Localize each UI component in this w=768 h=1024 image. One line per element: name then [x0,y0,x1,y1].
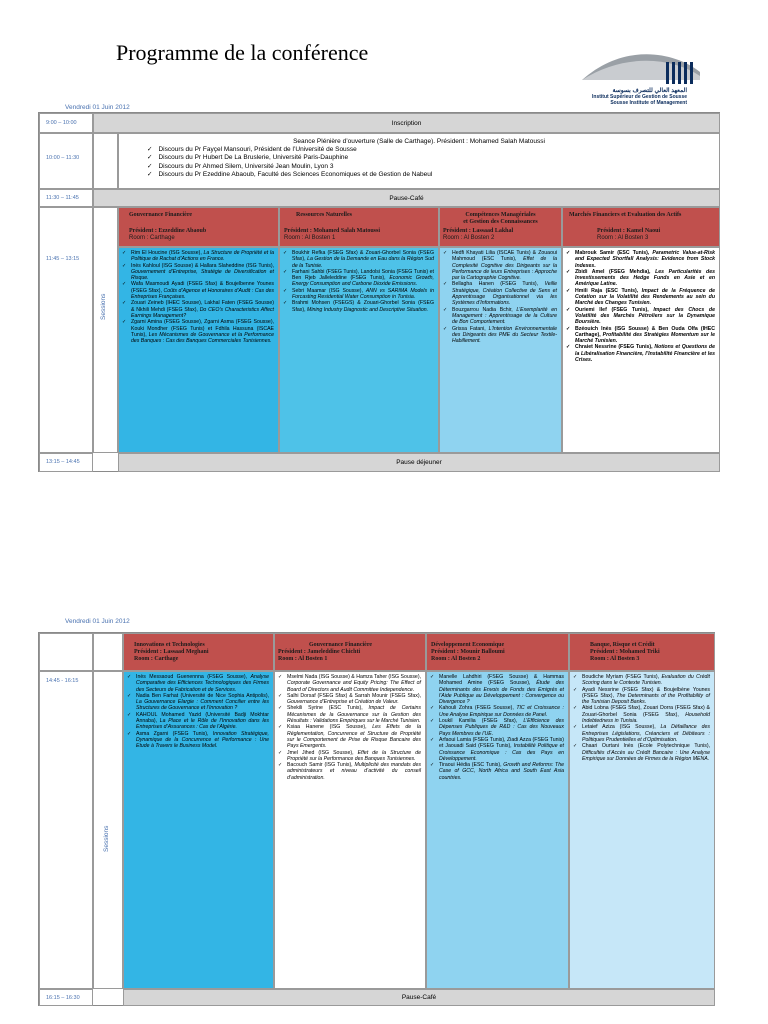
plenary-item: ✓ Discours du Pr Hubert De La Bruslerie, Université Paris-Dauphine [147,154,713,162]
track-title: Ressources Naturelles [296,212,352,218]
track-president: Président : Kamel Naoui [597,228,661,234]
track-title: Compétences Managériales [465,212,536,218]
paper-title: Les Particularités des Investissements des Hedge Funds en Asie et en Amérique Latine. [575,268,715,288]
time-cell [39,113,93,133]
paper-item [566,344,715,363]
paper-item [127,674,269,693]
paper-authors: Zouari Zeineb (IHEC Sousse), Lakhal Faten (FSEG Sousse) & Nkhili Mehdi (FSEG Sfax), [131,300,274,313]
track-papers [123,671,274,989]
paper-title: Impact de la Fréquence de Cotation sur la Volatilité des Rendements au sein du Marché des Changes Tunisien. [575,287,716,307]
time-label: 9:00 – 10:00 [46,120,77,126]
track-papers [569,671,715,989]
paper-authors: Salhi Dorsaf (FSEG Sfax) & Sarrah Mounir (FSEG Sfax), [287,692,421,699]
paper-title: Effet de la Structure de Propriété sur la Performance des Banques Tunisiennes. [287,749,421,762]
paper-item [573,687,710,706]
track-room: Room : Al Bosten 1 [278,656,328,662]
paper-title: Les Mécanismes de Gouvernance et la Performance des Banques : Cas des Banques Commerciales Tunisiennes. [131,331,274,345]
time-label: 10:00 – 11:30 [46,155,80,161]
day1-table [38,112,720,472]
paper-authors: Arfaoui Lamia (FSEG Tunis), Ziadi Azza (FSEG Tunis) et Jaouadi Said (FSEG Tunis), [439,736,564,750]
paper-title: Mining Industry Diagnostic and Descriptive Situation. [307,306,429,313]
paper-authors: Boukhir Refka (FSEG Sfax) & Zouari-Ghorbel Sonia (FSEG Sfax), [292,250,434,263]
paper-authors: Letaief Aziza (ISG Sousse), [582,724,661,731]
paper-item [443,281,557,306]
page-title: Programme de la conférence [116,40,369,65]
coffee-break-label: Pause-Café [401,994,437,1001]
logo-arabic: المعهد العالي للتصرف بسوسة [612,88,688,94]
paper-authors: Mabrouk Samir (ESC Tunis), [575,250,653,256]
track-president: Président : Lassaad Meghani [134,649,209,655]
paper-item [566,307,715,326]
paper-item [278,750,421,763]
track-header [118,207,279,247]
paper-title: Corporate Governance and Equity Pricing: The Effect of Board of Directors and Audit Committee Independence. [287,680,421,693]
paper-title: L’Intention Environnementale des Dirigeants des PME du Secteur Textile-Habillement. [452,325,557,345]
paper-item [443,250,557,281]
track-room: Room : Al Bosten 1 [284,235,336,241]
track-header [569,633,715,671]
paper-title: La Structure de Propriété et la Politique de Rachat d’Actions en France. [131,250,274,263]
paper-title: Parametric Value-at-Risk and Expected Shortfall Analysis: Evidence from Stock Indexes. [575,250,716,269]
paper-item [430,762,564,781]
track-room: Room : Carthage [134,656,179,662]
time-cell [39,453,93,472]
paper-title: Veille Stratégique, Création Collective de Sens et Apprentissage Organisationnel via les Systèmes d’Informations. [452,281,557,307]
paper-title: Profitabilité des Stratégies Momentum sur le Marché Tunisien. [575,331,715,345]
paper-authors: Bouzgarrou Nadia Bchir, [452,306,517,313]
paper-authors: Hmili Raja (ESC Tunis), [575,287,642,294]
logo-en: Sousse Institute of Management [610,100,688,106]
logo-fr: Institut Supérieur de Gestion de Sousse [592,94,688,100]
track-header [562,207,720,247]
paper-item [430,705,564,718]
track-header [279,207,439,247]
track-president: Président : Jameleddine Chichti [278,649,361,655]
paper-title: Do CEO’s Characteristics Affect Earnings Management? [131,306,274,319]
paper-item [283,300,434,313]
paper-title: Gouvernement d’Entreprise, Stratégie de Diversification et Risque. [131,268,274,282]
lunch-break-label: Pause déjeuner [396,459,442,466]
paper-item [566,250,715,269]
paper-item [566,288,715,307]
paper-item [573,674,710,687]
coffee-break-bar [123,989,715,1006]
track-president: Président : Mohamed Salah Matoussi [284,228,380,234]
paper-item [122,263,274,282]
paper-authors: Sebri Maamar (ISG Sousse), [292,287,366,294]
track-president: Président : Lassaad Lakhal [443,228,514,234]
paper-title: Impact des Chocs de Volatilité des Marchés Pétroliers sur la Dynamique Boursière. [575,306,715,326]
track-papers [279,247,439,453]
paper-authors: Nadia Ben Farhat (Université de Nice Sophia Antipolis), [136,692,269,699]
paper-title: Innovation Stratégique, Dynamique de la Concurrence et Performance : Une Etude à Travers le Business Model. [136,730,270,750]
sessions-cell [93,671,123,989]
paper-authors: Manelle Lahdhiri (FSEG Sousse) & Hammas Mohamed Amine (FSEG Sousse), [439,674,564,687]
paper-item [566,326,715,345]
paper-authors: Grissa Fatani, [452,325,489,332]
paper-item [573,705,710,724]
paper-authors: Shekili Syrine (ESC Tunis), [287,705,369,712]
paper-item [566,269,715,288]
paper-authors: KAHOUL Mohamed Yazid (Université Badji Mokhtar Annaba), [136,711,269,725]
paper-item [278,724,421,749]
paper-title: Household Indebtedness in Tunisia. [582,711,710,725]
time-cell [39,633,93,671]
sessions-label: Sessions [100,293,107,320]
day2-table [38,632,715,1006]
track-header [123,633,274,671]
coffee-break-bar [93,189,720,207]
track-header [274,633,426,671]
paper-authors: Inès Kahloul (ISG Sousse) & Hallara Slaheddine (ISG Tunis), [131,262,274,269]
track-header [426,633,569,671]
paper-title: Coûts d’Agence et Honoraires d’Audit : Cas des Entreprises Françaises. [131,287,274,301]
paper-title: La Gouvernance Elargie : Comment Concilier entre les Structures de Gouvernance et l’Innovation ? [136,699,269,712]
time-label: 11:45 – 13:15 [46,256,80,262]
paper-authors: Loukil Kamilia (FSEG Sfax), [439,718,524,725]
paper-authors: Abid Lobna (FSEG Sfax), Zouari Dorra (FSEG Sfax) & Zouari-Ghorbel Sonia (FSEG Sfax), [582,705,710,718]
logo-text [592,88,687,106]
spacer-cell [93,633,123,671]
paper-title: L’Exemplarité en Management : Apprentissage de la Culture de Bon Comportement. [452,306,557,326]
lunch-break-bar [118,453,720,472]
plenary-item: ✓ Discours du Pr Ahmed Silem, Université Jean Moulin, Lyon 3 [147,163,713,171]
spacer-cell [93,133,118,189]
paper-authors: Asma Zgarni (FSEG Tunis), [136,730,213,737]
track-president: Président : Mounir Balloumi [431,649,505,655]
paper-title: ANN vs SARIMA Models in Forcasting Residential Water Consumption in Tunisia. [292,287,434,301]
plenary-item: ✓ Discours du Pr Ezeddine Abaoub, Faculté des Sciences Economiques et de Gestion de Nabeul [147,171,713,179]
paper-authors: Bzéouich Inès (ISG Sousse) & Ben Ouda Olfa (IHEC Carthage), [575,325,715,338]
track-room: Room : Al Bosten 3 [597,235,649,241]
paper-title: Notions et Questions de la Libéralisation Financière, l’Instabilité Financière et les Crises. [575,344,715,364]
inscription-label: Inscription [391,120,422,127]
paper-authors: Jmel Jihed (ISG Sousse), [287,749,358,756]
plenary-heading: Seance Plénière d’ouverture (Salle de Carthage). Président : Mohamed Salah Matoussi [293,138,545,145]
track-title: Marchés Financiers et Evaluation des Actifs [569,212,682,218]
paper-authors: Brahmi Mohsen (FSEGS) & Zouari-Ghorbel Sonia (FSEG Sfax), [292,300,434,313]
paper-authors: Ayadi Nessrine (FSEG Sfax) & Boujelbène Younes (FSEG Sfax), [582,686,710,699]
paper-item [430,674,564,705]
track-title: Banque, Risque et Crédit [590,642,655,648]
paper-item [127,712,269,731]
paper-item [278,705,421,724]
paper-authors: Farhani Sahbi (FSEG Tunis), Landolsi Sonia (FSEG Tunis) et Ben Rjeb Jalleleddine (FSEG Tunis), [292,268,434,282]
paper-item [430,737,564,762]
track-title: Gouvernance Financière [309,642,373,648]
paper-item [122,300,274,319]
paper-authors: Zbidi Amel (FSEG Mehdia), [575,268,656,275]
plenary-session [118,133,720,189]
paper-item [430,718,564,737]
paper-title: Instabilité Politique et Croissance Economique : Cas des Pays en Développement. [439,743,564,762]
paper-item [283,288,434,301]
paper-title: Evaluation du Crédit Scoring dans le Contexte Tunisien. [582,674,710,687]
paper-title: Difficultés d’Accès au Crédit Bancaire : Une Analyse Empirique sur Données de Firmes de la Région MENA. [582,749,710,762]
day1-date: Vendredi 01 Juin 2012 [65,104,130,111]
paper-item [127,693,269,712]
paper-title: The Determinants of the Profitability of the Tunisian Deposit Banks. [582,692,710,706]
paper-title: Growth and Reforms: The Case of GCC, North Africa and South East Asia countries. [439,762,564,781]
time-cell [39,671,93,989]
paper-item [283,269,434,288]
paper-title: La Défaillance des Entreprises Législations, Créanciers et Débiteurs : Politiques Prudentielles et d’Optimisation. [582,724,710,743]
paper-authors: Wafa Masmoudi Ayadi (FSEG Sfax) & Boujelbenne Younes (FSEG Sfax), [131,281,274,294]
time-cell [39,207,93,453]
paper-item [443,307,557,326]
track-president: Président : Mohamed Triki [590,649,660,655]
plenary-item: ✓ Discours du Pr Fayçel Mansouri, Président de l’Université de Sousse [147,146,713,154]
track-papers [118,247,279,453]
paper-authors: Ksiaa Hanene (ISG Sousse), [287,724,373,731]
track-room: Room : Al Bosten 2 [431,656,481,662]
track-papers [274,671,426,989]
paper-title: TIC et Croissance : Une Analyse Empirique sur Données de Panel. [439,705,564,718]
paper-item [122,250,274,263]
time-label: 16:15 – 16:30 [46,995,80,1001]
time-label: 13:15 – 14:45 [46,459,80,465]
paper-title: Economic Growth, Energy Consumption and Carbone Dioxide Emissions. [292,275,434,288]
time-label: 11:30 – 11:45 [46,195,79,201]
paper-item [122,319,274,344]
paper-authors: Chaari Ourtani Inès (Ecole Polytechnique Tunis), [582,743,710,750]
paper-item [443,326,557,345]
paper-authors: Boudiche Myriam (FSEG Tunis), [582,674,662,680]
paper-item [283,250,434,269]
time-cell [39,989,93,1006]
paper-authors: Zgarni Amina (FSEG Sousse), Zgarni Asma (FSEG Sousse), Kouki Mondher (FSEG Tunis) et Fdhila Hassuna (ISCAE Tunis), [131,319,274,338]
track-title-line2: et Gestion des Connaissances [463,219,538,225]
paper-authors: Mselmi Nada (ISG Sousse) & Hamza Taher (ISG Sousse), [287,674,421,680]
paper-authors: Bellagha Hanen (FSEG Tunis), [452,281,545,288]
paper-item [122,281,274,300]
track-papers [426,671,569,989]
paper-title: Étude des Déterminants des Envois de Fonds des Emigrés et l’Aide Publique au Développement : Convergence ou Divergence ? [439,680,564,706]
time-cell [39,133,93,189]
track-president: Président : Ezzeddine Abaoub [129,228,207,234]
paper-authors: Chraiet Nessrine (FSEG Tunis), [575,344,655,351]
paper-title: La Gestion de la Demande en Eau dans la Région Sud de la Tunisie. [292,256,434,269]
paper-item [127,731,269,750]
paper-item [278,693,421,706]
track-room: Room : Al Bosten 2 [443,235,495,241]
sessions-label: Sessions [103,825,110,852]
paper-authors: Inès Messaoud Guenennna (FSEG Sousse), [136,674,251,680]
paper-title: Les Effets de la Réglementation, Concurrence et Structure de Propriété sur le Comportement de Prise de Risque Bancaire des Pays Emergents. [287,724,421,750]
paper-item [278,762,421,781]
paper-authors: Hedfi Khayati Lilia (ISCAE Tunis) & Zouaoui Mahmoud (ESC Tunis), [452,250,557,263]
track-room: Room : Carthage [129,235,175,241]
track-papers [439,247,562,453]
paper-authors: Rim El Houcine (ISG Sousse), [131,250,204,256]
coffee-break-label: Pause-Café [389,195,424,202]
inscription-bar [93,113,720,133]
time-label: 14:45 - 16:15 [46,678,79,684]
track-header [439,207,562,247]
track-room: Room : Al Bosten 3 [590,656,640,662]
paper-item [278,674,421,693]
track-title: Gouvernance Financière [129,212,193,218]
paper-title: Gouvernance d’Entreprise et Création de Valeur. [287,699,399,706]
paper-title: L’Efficience des Dépenses Publiques de R&D : Cas des Nouveaux Pays Membres de l’UE. [439,718,565,737]
paper-item [573,724,710,743]
paper-authors: Tiraoui Hédia (ESC Tunis), [439,762,504,769]
paper-title: Analyse Comparative des Efficiences Technologiques des Firmes des Secteurs de Fabrication et de Services. [136,674,269,693]
paper-title: Impact de Certains Mécanismes de la Gouvernance sur la Gestion des Résultats : Validations Empiriques sur le Marché Tunisien. [287,705,421,725]
track-title: Innovations et Technologies [134,642,205,648]
paper-title: Multiplicité des mandats des administrateurs et niveau d’activité du conseil d’administration. [287,762,421,781]
paper-authors: Kahouli Zohra (FSEG Sousse), [439,705,517,712]
track-title: Développement Economique [431,642,505,648]
paper-authors: Ouriemi Ilef (FSEG Tunis), [575,306,654,313]
paper-item [573,743,710,762]
sessions-cell [93,207,118,453]
paper-title: La Place et le Rôle de l’Innovation dans les Entreprises d’Assurances : Cas de l’Algérie. [136,718,269,731]
paper-authors: Bacouch Samir (ISG Tunis), [287,762,355,769]
day2-date: Vendredi 01 Juin 2012 [65,618,130,625]
time-cell [39,189,93,207]
paper-title: Effet de la Complexité Cognitive des Dirigeants sur la Performance de leurs Entreprises : Approche par la Cartographie Cognitive. [452,256,557,282]
track-papers [562,247,720,453]
